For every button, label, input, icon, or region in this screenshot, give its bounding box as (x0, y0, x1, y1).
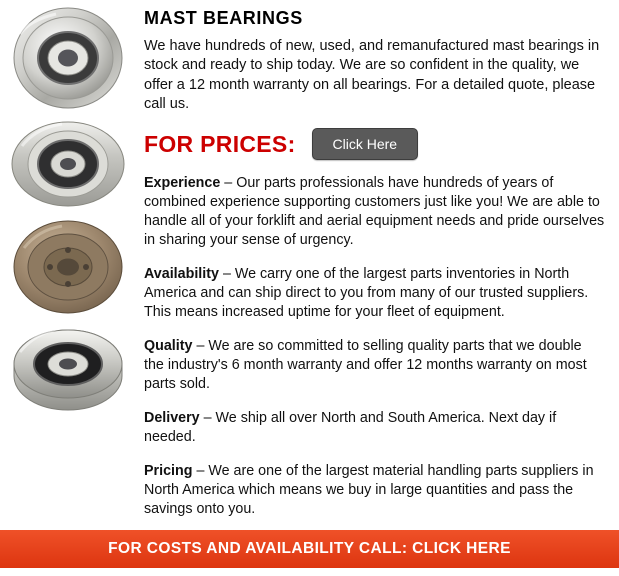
mast-bearing-sealed-roller-icon (0, 114, 140, 214)
feature-delivery-dash: – (199, 410, 216, 427)
feature-experience-heading: Experience (144, 175, 221, 192)
mast-bearing-cylindrical-roller-icon (0, 320, 140, 424)
for-prices-row (144, 128, 605, 160)
feature-experience-body: Our parts professionals have hundreds of years of combined experience supporting customers just like you! We are able to handle all of your forklift and aerial equipment needs and pride ourselves in sharing your sense of urgency. (144, 175, 605, 249)
feature-availability (144, 265, 605, 322)
feature-experience-dash: – (220, 175, 237, 192)
feature-availability-body: We carry one of the largest parts inventories in North America and can ship direct to you from many of our trusted suppliers. This means increased uptime for your fleet of equipment. (144, 266, 589, 321)
feature-availability-dash: – (218, 266, 235, 283)
feature-pricing (144, 462, 605, 519)
product-image-column (0, 0, 140, 534)
product-image-cylindrical-roller (0, 320, 140, 424)
mast-bearing-bronze-sheave-icon (0, 216, 140, 318)
for-prices-label: FOR PRICES: (144, 130, 296, 157)
feature-quality-heading: Quality (144, 338, 193, 355)
feature-availability-heading: Availability (144, 266, 219, 283)
feature-quality-dash: – (192, 338, 209, 355)
feature-quality (144, 337, 605, 394)
feature-delivery-body: We ship all over North and South America. Next day if needed. (144, 410, 557, 446)
feature-quality-body: We are so committed to selling quality parts that we double the industry's 6 month warranty and offer 12 months warranty on most parts sold. (144, 338, 587, 393)
mast-bearing-flanged-roller-icon (0, 4, 140, 112)
feature-pricing-dash: – (192, 463, 209, 480)
feature-experience (144, 174, 605, 250)
click-here-button[interactable]: Click Here (312, 128, 419, 160)
feature-delivery-heading: Delivery (144, 410, 200, 427)
product-image-sealed-roller (0, 114, 140, 214)
text-column (140, 0, 619, 534)
feature-delivery (144, 409, 605, 447)
product-image-bronze-sheave (0, 216, 140, 318)
intro-paragraph: We have hundreds of new, used, and remanufactured mast bearings in stock and ready to ship today. We are so confident in the quality, we offer a 12 month warranty on all bearings. For a detailed quote, please call us. (144, 38, 600, 112)
call-to-action-banner[interactable]: FOR COSTS AND AVAILABILITY CALL: CLICK HERE (0, 530, 619, 568)
feature-pricing-body: We are one of the largest material handling parts suppliers in North America which means we buy in large quantities and pass the savings onto you. (144, 463, 594, 518)
feature-pricing-heading: Pricing (144, 463, 193, 480)
page-title: MAST BEARINGS (144, 8, 303, 28)
product-image-flanged-roller (0, 4, 140, 112)
